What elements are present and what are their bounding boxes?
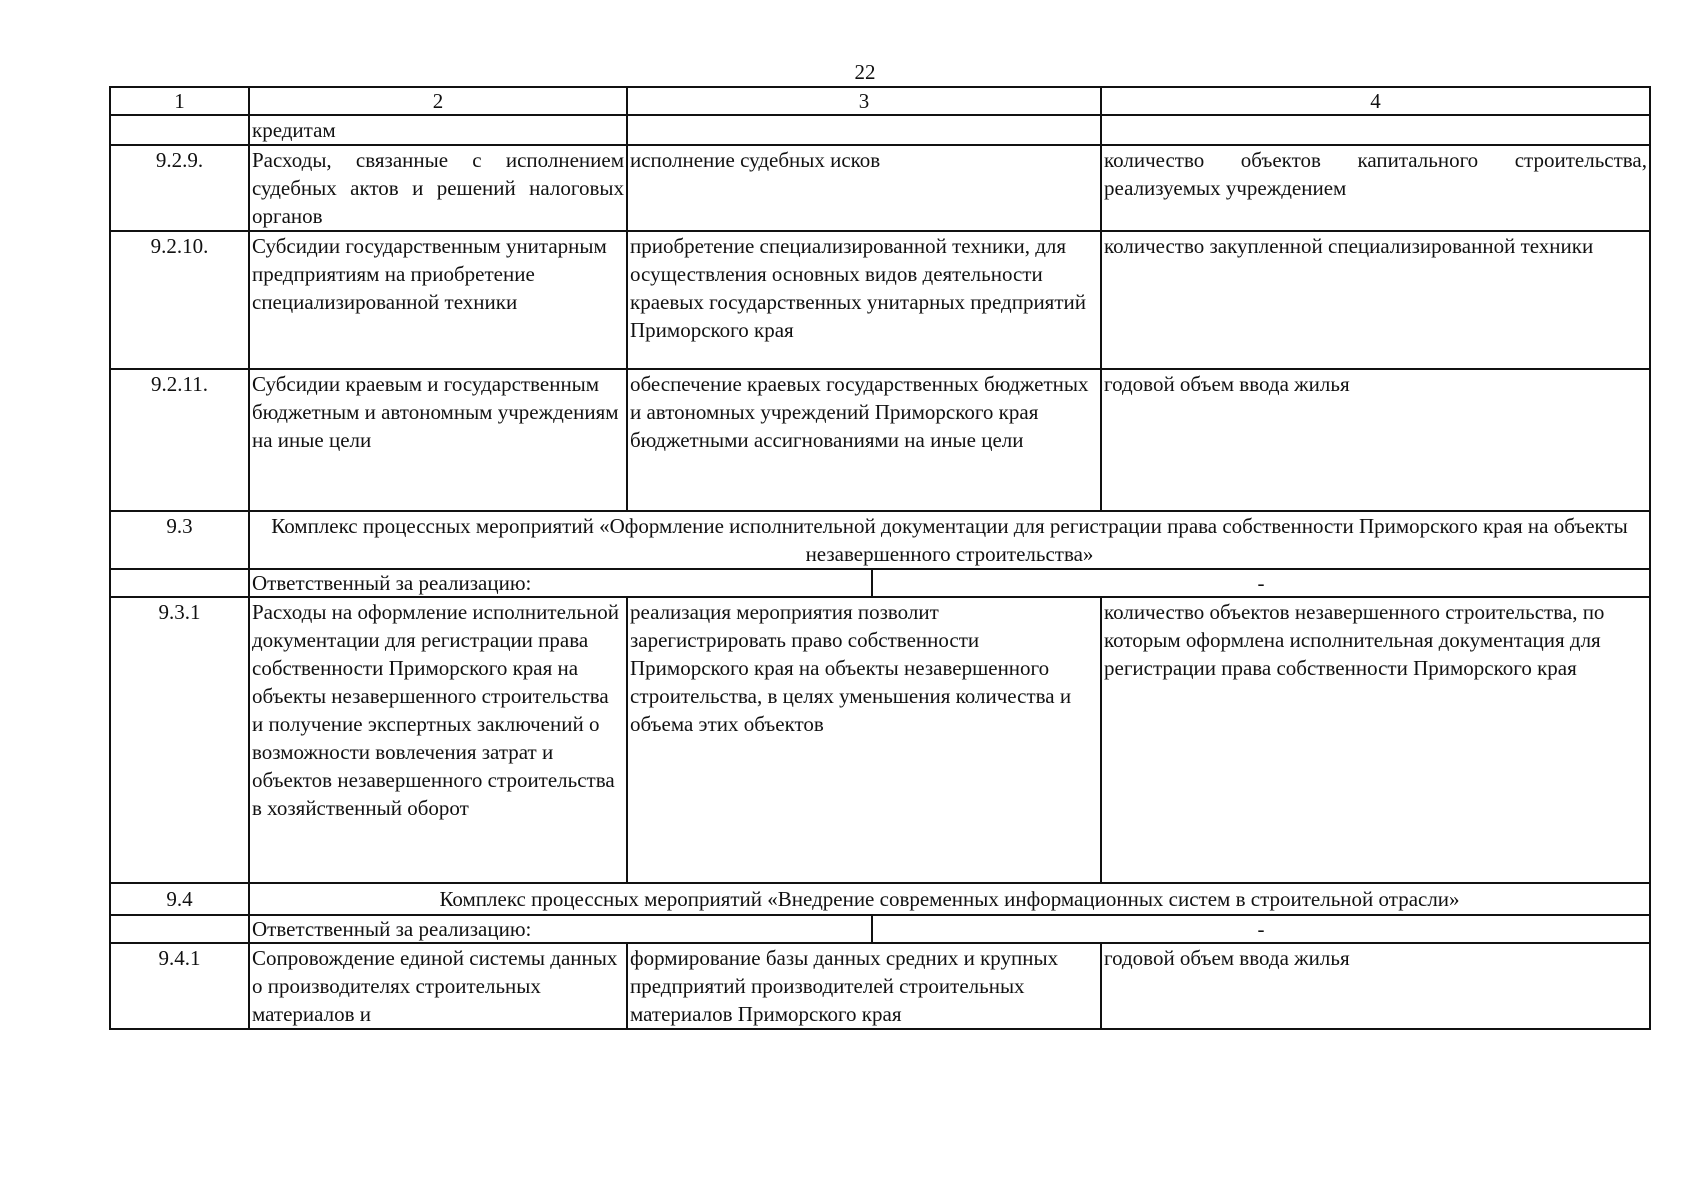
responsible-value: - [872, 915, 1650, 943]
row-goal: приобретение специализированной техники, для осуществления основных видов деятельности краевых государственных унитарных предприятий Приморского края [627, 231, 1101, 369]
row-indicator: годовой объем ввода жилья [1101, 943, 1650, 1029]
row-expense-type: Субсидии краевым и государственным бюджетным и автономным учреждениям на иные цели [249, 369, 627, 511]
header-cell-3: 3 [627, 87, 1101, 115]
row-indicator: количество объектов незавершенного строительства, по которым оформлена исполнительная документация для регистрации права собственности Приморского края [1101, 597, 1650, 883]
table-row [110, 943, 1650, 1029]
page-number: 22 [854, 60, 876, 84]
section-number: 9.3 [110, 511, 249, 569]
section-title: Комплекс процессных мероприятий «Оформление исполнительной документации для регистрации права собственности Приморского края на объекты незавершенного строительства» [249, 511, 1650, 569]
responsible-row [110, 569, 1650, 597]
row-expense-type: кредитам [249, 115, 627, 145]
row-indicator: годовой объем ввода жилья [1101, 369, 1650, 511]
section-row [110, 511, 1650, 569]
row-indicator: количество закупленной специализированной техники [1101, 231, 1650, 369]
responsible-row [110, 915, 1650, 943]
responsible-value: - [872, 569, 1650, 597]
row-number: 9.2.9. [110, 145, 249, 231]
responsible-empty-cell [110, 569, 249, 597]
section-number: 9.4 [110, 883, 249, 915]
table-row [110, 597, 1650, 883]
section-title: Комплекс процессных мероприятий «Внедрение современных информационных систем в строительной отрасли» [249, 883, 1650, 915]
responsible-empty-cell [110, 915, 249, 943]
row-expense-type: Сопровождение единой системы данных о производителях строительных материалов и [249, 943, 627, 1029]
row-goal: исполнение судебных исков [627, 145, 1101, 231]
responsible-label: Ответственный за реализацию: [249, 569, 872, 597]
responsible-label: Ответственный за реализацию: [249, 915, 872, 943]
table-row [110, 369, 1650, 511]
header-cell-4: 4 [1101, 87, 1650, 115]
row-indicator [1101, 115, 1650, 145]
row-goal: обеспечение краевых государственных бюджетных и автономных учреждений Приморского края бюджетными ассигнованиями на иные цели [627, 369, 1101, 511]
row-number: 9.3.1 [110, 597, 249, 883]
section-row [110, 883, 1650, 915]
row-expense-type: Расходы на оформление исполнительной документации для регистрации права собственности Приморского края на объекты незавершенного строительства и получение экспертных заключений о возможности вовлечения затрат и объектов незавершенного строительства в хозяйственный оборот [249, 597, 627, 883]
row-goal: реализация мероприятия позволит зарегистрировать право собственности Приморского края на объекты незавершенного строительства, в целях уменьшения количества и объема этих объектов [627, 597, 1101, 883]
measures-table [109, 86, 1651, 1030]
row-number: 9.2.10. [110, 231, 249, 369]
header-cell-1: 1 [110, 87, 249, 115]
row-expense-type: Расходы, связанные с исполнением судебных актов и решений налоговых органов [249, 145, 627, 231]
row-number: 9.4.1 [110, 943, 249, 1029]
row-number: 9.2.11. [110, 369, 249, 511]
header-cell-2: 2 [249, 87, 627, 115]
row-goal [627, 115, 1101, 145]
table-row [110, 115, 1650, 145]
table-row [110, 145, 1650, 231]
row-goal: формирование базы данных средних и крупных предприятий производителей строительных материалов Приморского края [627, 943, 1101, 1029]
row-expense-type: Субсидии государственным унитарным предприятиям на приобретение специализированной техники [249, 231, 627, 369]
table-header-row [110, 87, 1650, 115]
row-number [110, 115, 249, 145]
table-row [110, 231, 1650, 369]
row-indicator: количество объектов капитального строительства, реализуемых учреждением [1101, 145, 1650, 231]
